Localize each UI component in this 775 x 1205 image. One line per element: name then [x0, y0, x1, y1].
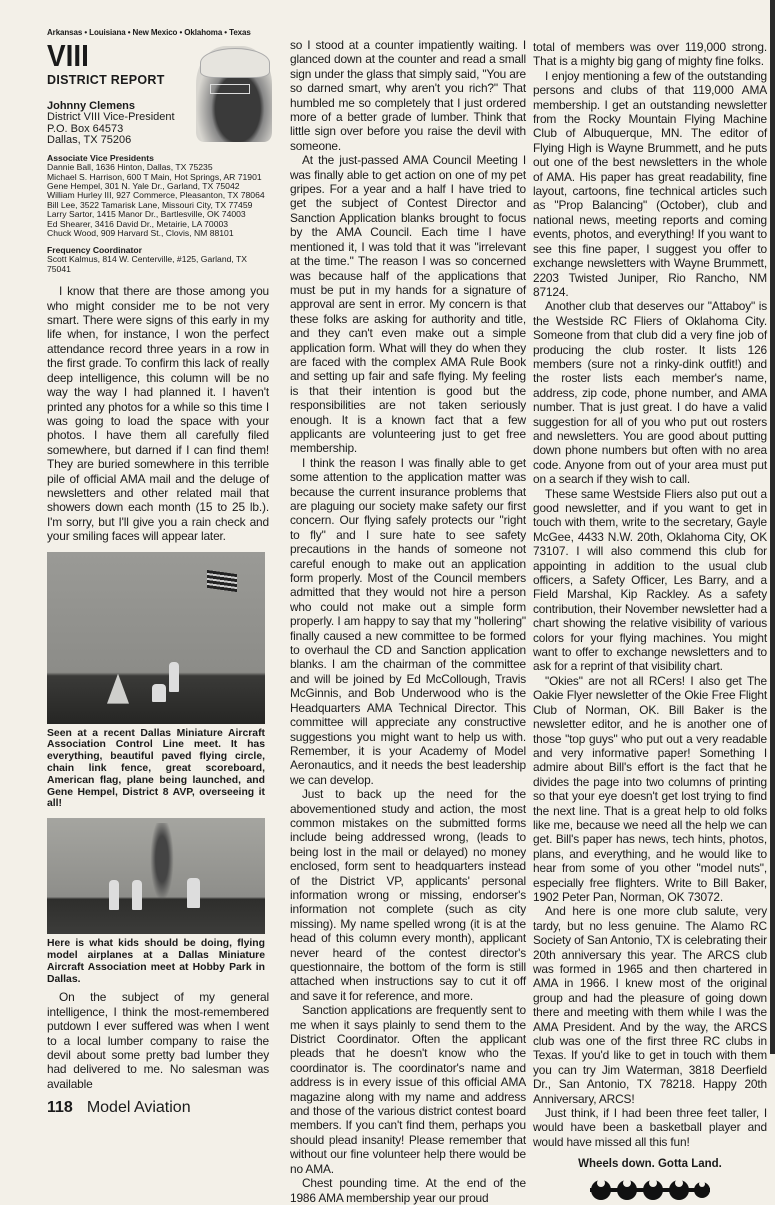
paragraph: so I stood at a counter impatiently waiting. I glanced down at the counter and read a small sign under the glass that simply said, "You are so darned smart, why aren't you rich?" That humbled me so completely that I just ordered more of a better grade of lumber. Think that little sign over before you raise the devil with someone.: [290, 38, 527, 153]
person-shape: [132, 880, 142, 910]
scoreboard-shape: [107, 674, 129, 704]
left-column: [47, 28, 269, 1117]
vp-name: Johnny Clemens: [47, 100, 136, 112]
american-flag-shape: [207, 569, 237, 591]
person-shape: [109, 880, 119, 910]
right-column: [533, 40, 767, 1203]
paragraph: At the just-passed AMA Council Meeting I was finally able to get action on one of my pet gripes. For a year and a half I have tried to get the subject of Contest Director and Sanction Application blanks brought to focus by the AMA Council. Each time I have mentioned it, I was told that it was "irrelevant at the time." The reason I was so concerned was because half of the applications that must be put in my hands for a signature of approval are sent in error. My concern is that these folks are asking for authority and title, and they can't even make out a simple application form. What will they do when they are faced with the complex AMA Rule Book and setting up fair and safe flying. My feeling is that their intention is good but the responsibilities are not taken seriously enough. It is a known fact that a few applicants are volunteering just to get free membership.: [290, 153, 526, 456]
paragraph: total of members was over 119,000 strong. That is a mighty big gang of mighty fine folks.: [533, 40, 767, 69]
associates-heading: Associate Vice Presidents: [47, 153, 154, 164]
associate-item: Michael S. Harrison, 600 T Main, Hot Springs, AR 71901: [47, 171, 262, 182]
associate-item: Larry Sartor, 1415 Manor Dr., Bartlesville, OK 74003: [47, 209, 246, 220]
associate-item: Bill Lee, 3522 Tamarisk Lane, Missouri City, TX 77459: [47, 199, 253, 210]
paragraph: I enjoy mentioning a few of the outstanding persons and clubs of that 119,000 AMA membership. I get an outstanding newsletter from the Rocky Mountain Flying Machine Club of Albuquerque, MN. The editor of Flying High is Wayne Brummett, and he puts out one of the best newsletters in the whole of AMA. His paper has great readability, fine layout, cartoons, fine technical articles such as "Prop Balancing" (October), club and national news, meeting reports and coming events, photos, and everything! If you want to see this fine paper, I suggest you offer to exchange newsletters with Wayne Brummett, 2203 Twisted Juniper, Rio Rancho, NM 87124.: [533, 68, 767, 299]
control-line-meet-photo: [47, 552, 265, 724]
magazine-name: Model Aviation: [86, 1099, 191, 1117]
section-title: DISTRICT REPORT: [47, 73, 165, 87]
page-edge-shadow: [770, 0, 775, 1054]
page-number: 118: [47, 1099, 73, 1117]
middle-column: [290, 38, 526, 1205]
person-shape: [169, 662, 179, 692]
photo-caption: Here is what kids should be doing, flying model airplanes at a Dallas Miniature Aircraft Association meet at Hobby Park in Dallas.: [47, 938, 265, 985]
left-column-body: [47, 284, 269, 543]
paragraph: Just to back up the need for the abovementioned study and action, the most common mistakes on the submitted forms include being addressed wrong, (leads to being lost in the mail or delayed) no money enclosed, form sent to headquarters instead of the District VP, applicants' personal information wrong or missing, endorser's information not complete (such as city missing). My name spelled wrong (it is at the head of this column every month), applicant never heard of the contest director's questionnaire, the bottom of the form is still attached when instructions say to cut it off and save it for reference, and more.: [290, 787, 526, 1003]
frequency-coordinator: Scott Kalmus, 814 W. Centerville, #125, Garland, TX 75041: [47, 254, 247, 274]
paragraph: I know that there are those among you who might consider me to be not very smart. There were signs of this early in my life when, for instance, I won the perfect attendance record three years in a row in the first grade. To confirm this lack of really deep intelligence, this column will be no way the way I had planned it. I haven't printed any photos for a while so this time I was going to load the space with your photos. I have them all carefully filed somewhere, but darned if I can find them! They are buried somewhere in this terrible pile of official AMA mail and the deluge of newsletters and other related mail that showers down each month (15 to 25 lb.). I'm sorry, but I'll give you a rain check and your smiling faces will appear later.: [47, 284, 269, 544]
tree-shape: [147, 823, 177, 913]
paragraph: And here is one more club salute, very tardy, but no less genuine. The Alamo RC Society of San Antonio, TX is celebrating their 20th anniversary this year. The ARCS club was formed in 1965 and then chartered in AMA in 1966. I knew most of the original group and had the pleasure of going down there and meeting with them while I was the AMA President. And by the way, the ARCS club was one of the first three RC clubs in Texas. If you'd like to get in touch with them you can try Jim Waterman, 3818 Deerfield Dr., San Antonio, TX 78218. Happy 20th Anniversary, ARCS!: [533, 904, 767, 1106]
kids-flying-photo: [47, 818, 265, 934]
person-shape: [187, 878, 200, 908]
page-footer: [47, 1099, 269, 1117]
wheels-ornament-icon: [590, 1177, 710, 1203]
vp-address-1: P.O. Box 64573: [47, 122, 124, 135]
photo-caption: Seen at a recent Dallas Miniature Aircraft Association Control Line meet. It has everything, beautiful paved flying circle, chain link fence, great scoreboard, American flag, plane being launched, and Gene Hempel, District 8 AVP, overseeing it all!: [47, 727, 265, 810]
left-column-bottom: [47, 990, 269, 1091]
author-portrait-photo: [196, 46, 272, 142]
person-shape: [152, 684, 166, 702]
associate-item: Gene Hempel, 301 N. Yale Dr., Garland, TX 75042: [47, 181, 240, 191]
vp-address-2: Dallas, TX 75206: [47, 133, 132, 146]
frequency-heading: Frequency Coordinator: [47, 245, 143, 256]
paragraph: Another club that deserves our "Attaboy" is the Westside RC Fliers of Oklahoma City. Someone from that club did a very fine job of producing the club roster. It lists 126 members (sure not a rinky-dink outfit!) and the roster lists each member's name, address, zip code, phone number, and AMA number. That is just great. I do have a valid suggestion for all of you who put out rosters and newsletters. You are good about putting down phone numbers but often with no area code. Anyone from out of your area must put on a search if they wish to call.: [533, 299, 767, 487]
paragraph: "Okies" are not all RCers! I also get The Oakie Flyer newsletter of the Okie Free Flight Club of Norman, OK. Bill Baker is the newsletter editor, and he is another one of those "top guys" who put out a very readable and very informative paper! Something I admire about Bill's effort is the fact that he divides the page into two columns of printing so that your eye doesn't get lost trying to find the next line. That is a great help to old folks like me, because we need all the help we can get. Bill's paper has news, tech hints, photos, plans, and everything, and he would like to hear from some of you other "model nuts", especially free flighters. Write to Bill Baker, 1902 Peter Pan, Norman, OK 73072.: [533, 673, 767, 904]
glasses-shape: [210, 84, 250, 94]
hat-shape: [200, 48, 270, 78]
associate-item: William Hurley III, 927 Commerce, Pleasanton, TX 78064: [47, 190, 265, 201]
vp-contact: [47, 101, 192, 146]
associate-item: Ed Shearer, 3416 David Dr., Metairie, LA 70003: [47, 218, 229, 229]
vp-title: District VIII Vice-President: [47, 111, 175, 124]
associate-item: Chuck Wood, 909 Harvard St., Clovis, NM 88101: [47, 228, 234, 239]
paragraph: Just think, if I had been three feet taller, I would have been a basketball player and would have missed all this fun!: [533, 1106, 767, 1149]
paragraph: These same Westside Fliers also put out a good newsletter, and if you want to get in touch with them, write to the secretary, Gayle McGee, 4433 N.W. 20th, Oklahoma City, OK 73107. I will also commend this club for appointing in addition to the usual club officers, a Safety Officer, Les Barry, and a Field Marshal, Kip Rackley. As a safety contribution, their November newsletter had a chart showing the relative visibility of various colors for your flying machines. You might want to offer to exchange newsletters and to ask for a reprint of that visibility chart.: [533, 486, 767, 674]
district-header: [47, 28, 269, 274]
paragraph: On the subject of my general intelligence, I think the most-remembered putdown I ever suffered was when I went to a local lumber company to raise the devil about some pretty bad lumber they had delivered to me. No salesman was available: [47, 990, 269, 1091]
paragraph: Sanction applications are frequently sent to me when it says plainly to send them to the District Coordinator. Often the applicant pleads that he doesn't know who the coordinator is. The coordinator's name and address is in every issue of this official AMA magazine along with my name and address and those of the various district contest board members. If you can't find them, perhaps you should plead insanity! Please remember that without our fine volunteer help there would be no AMA.: [290, 1003, 526, 1176]
signoff: Wheels down. Gotta Land.: [578, 1158, 722, 1171]
states-line: Arkansas • Louisiana • New Mexico • Oklahoma • Texas: [47, 28, 251, 37]
district-number: VIII: [47, 38, 89, 73]
associate-item: Dannie Ball, 1636 Hinton, Dallas, TX 75235: [47, 162, 213, 173]
paragraph: I think the reason I was finally able to get some attention to the application matter was because the current insurance problems that are plaguing our society make safety our first concern. Our flying safely protects our "right to fly" and I sure hate to see safety precautions in the hands of someone not careful enough to make out an application form properly. Most of the Council members admitted that they would not hire a person who could not make out a simple form properly. I am happy to say that my "hollering" finally caused a new committee to be formed to overhaul the CD and Sanction application blanks. I am the chairman of the committee and will be joined by Ed McCollough, Travis McGinnis, and Bob Underwood who is the Headquarters AMA Technical Director. This committee will appreciate any constructive suggestions you might want to help us with. Remember, it is your Academy of Model Aeronautics, and it needs the best leadership we can develop.: [290, 455, 526, 787]
paragraph: Chest pounding time. At the end of the 1986 AMA membership year our proud: [290, 1176, 526, 1205]
associates-list: [47, 163, 269, 238]
